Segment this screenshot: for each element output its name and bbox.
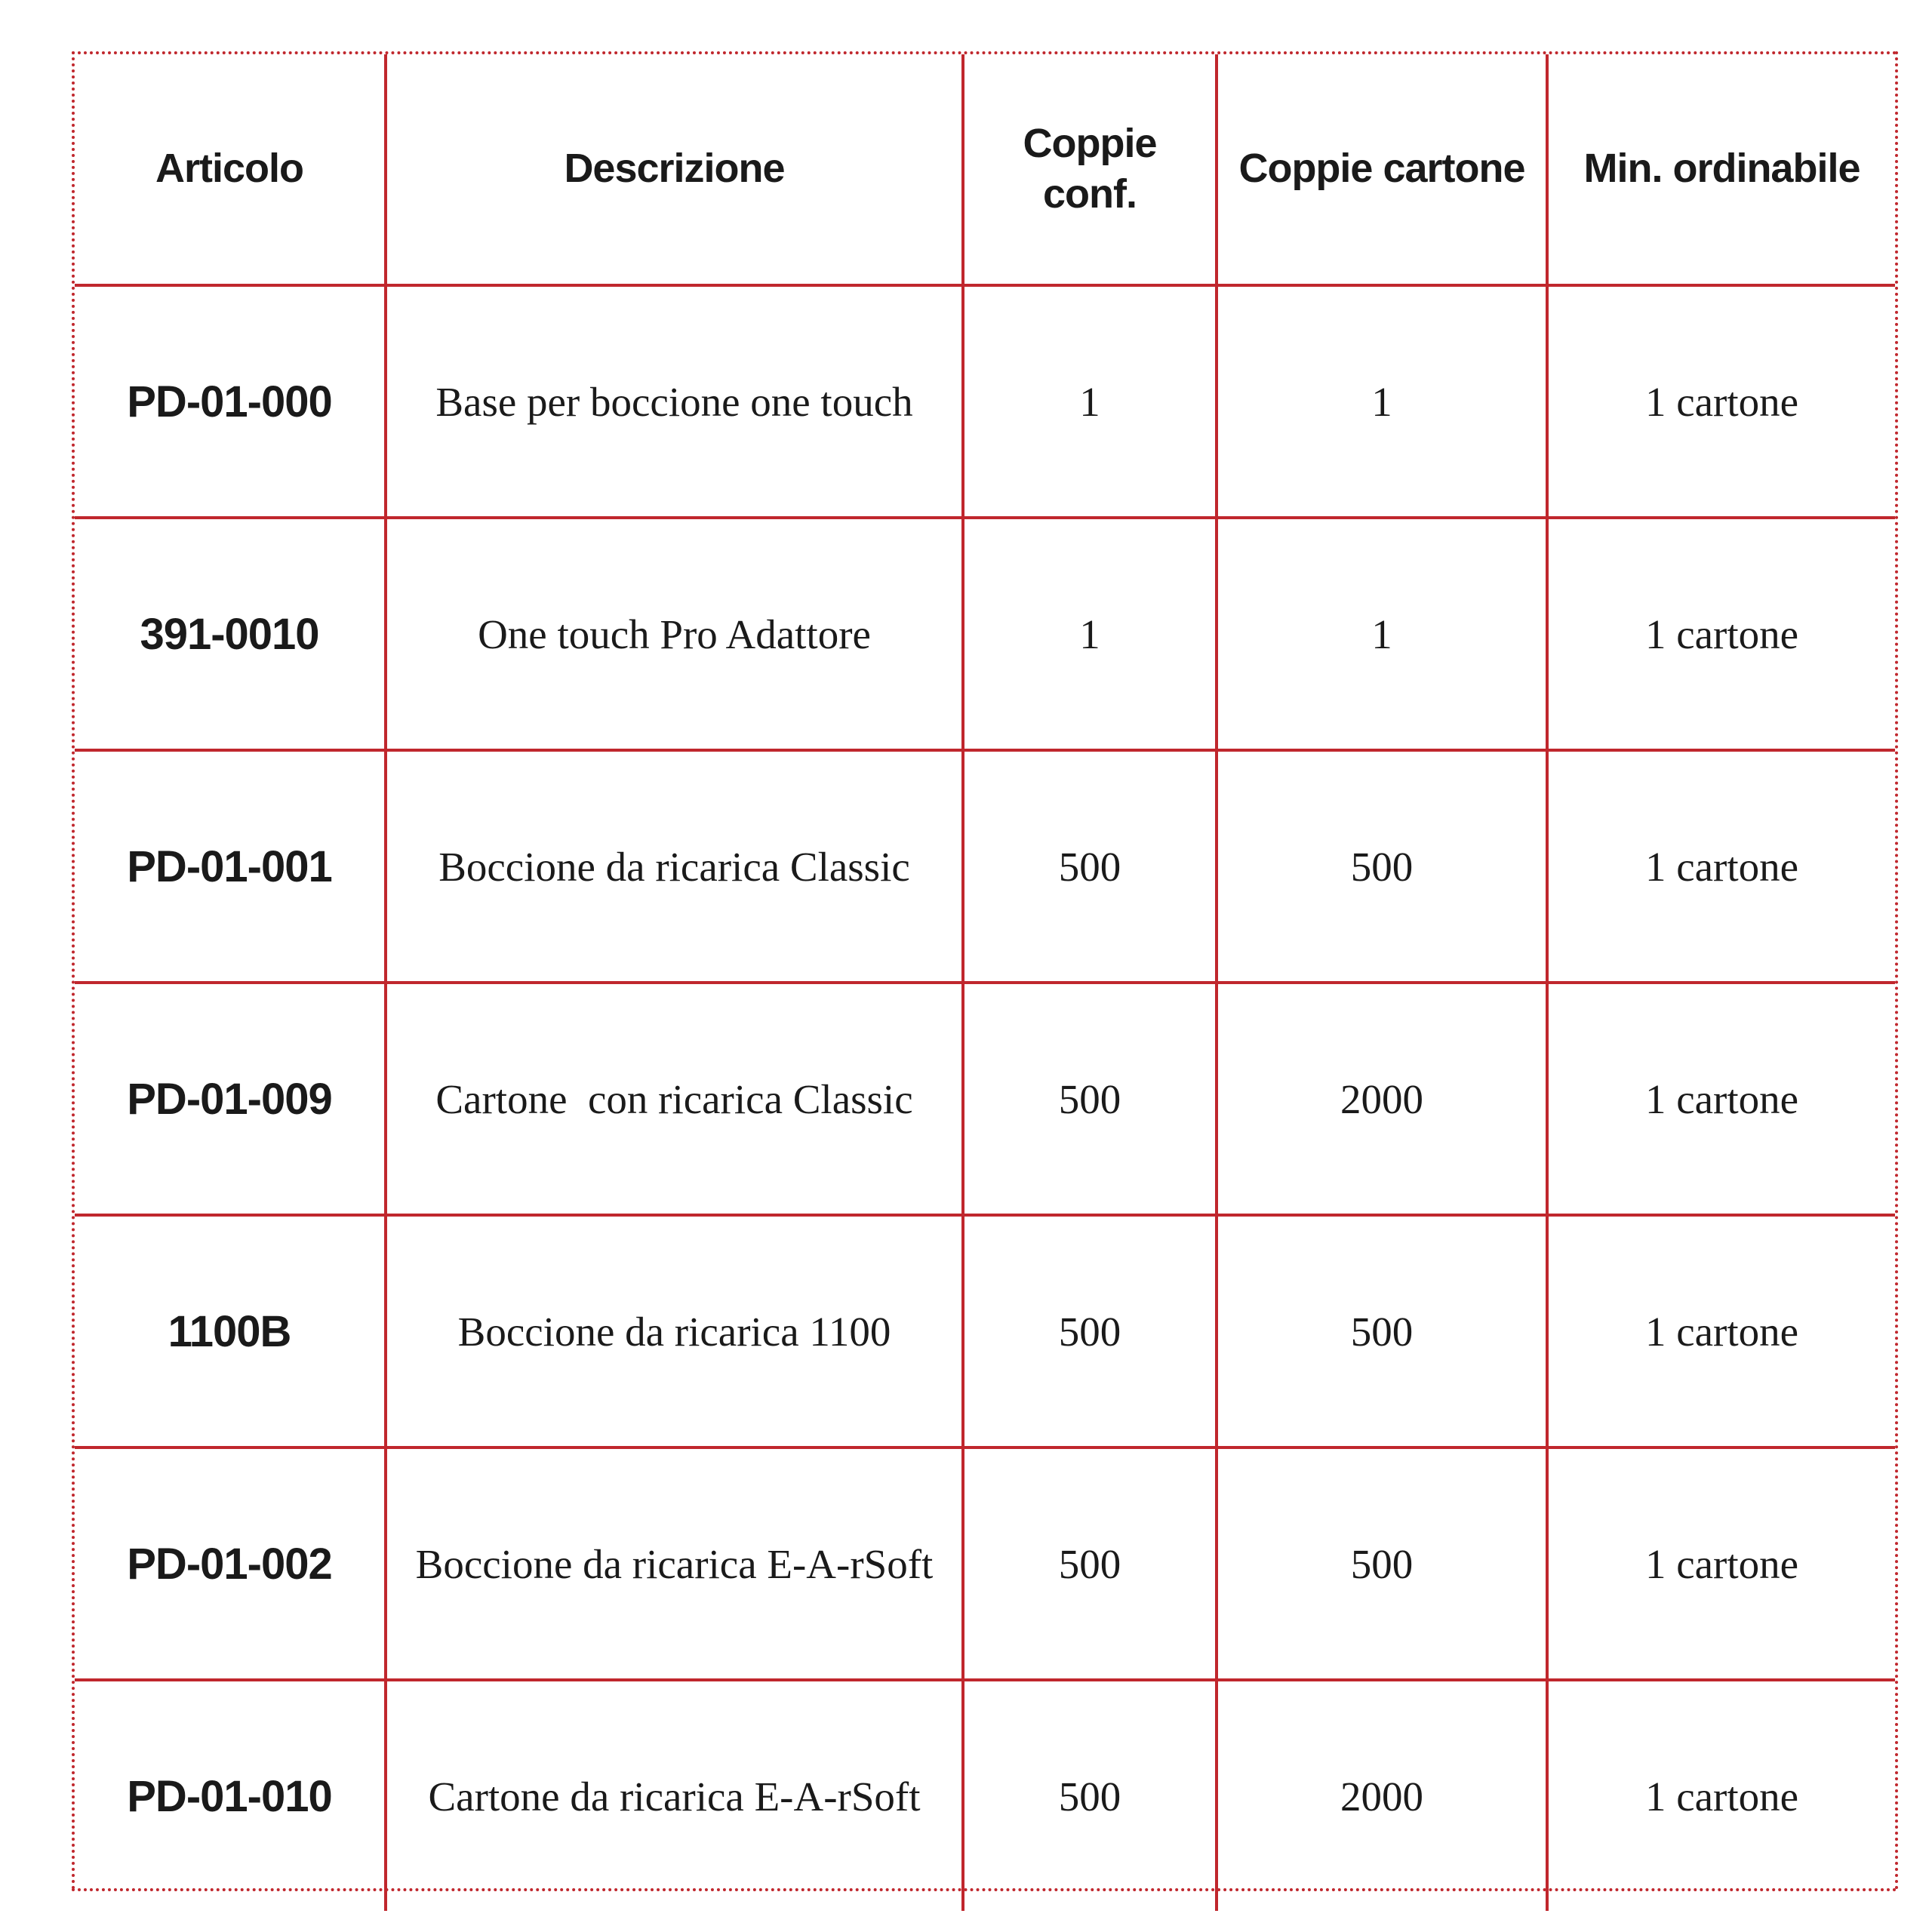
header-coppie-conf-line1: Coppie [1023,120,1157,166]
header-descrizione: Descrizione [386,54,963,285]
cell-min-ordinabile: 1 cartone [1547,983,1895,1215]
header-min-ordinabile: Min. ordinabile [1547,54,1895,285]
table-row [75,1215,1895,1447]
cell-descrizione: Base per boccione one touch [386,285,963,518]
cell-min-ordinabile: 1 cartone [1547,750,1895,983]
cell-coppie-conf: 1 [963,285,1217,518]
cell-coppie-cartone: 500 [1217,1215,1547,1447]
cell-descrizione: Boccione da ricarica 1100 [386,1215,963,1447]
product-table-container [72,51,1898,1891]
cell-descrizione: One touch Pro Adattore [386,518,963,750]
table-row [75,1447,1895,1680]
cell-min-ordinabile: 1 cartone [1547,518,1895,750]
cell-min-ordinabile: 1 cartone [1547,1215,1895,1447]
cell-coppie-conf: 500 [963,750,1217,983]
table-row [75,285,1895,518]
table-row [75,1680,1895,1911]
cell-min-ordinabile: 1 cartone [1644,1773,1799,1820]
cell-articolo: PD-01-000 [75,285,386,518]
table-row [75,750,1895,983]
cell-coppie-conf: 500 [963,983,1217,1215]
header-coppie-conf-line2: conf. [1043,171,1137,217]
cell-articolo: 391-0010 [75,518,386,750]
cell-articolo: PD-01-010 [75,1680,386,1911]
cell-min-ordinabile: 1 cartone [1547,1447,1895,1680]
product-table [75,54,1895,1911]
header-coppie-cartone: Coppie cartone [1217,54,1547,285]
cell-descrizione: Cartone con ricarica Classic [386,983,963,1215]
cell-coppie-conf: 1 [963,518,1217,750]
header-articolo: Articolo [75,54,386,285]
cell-articolo: 1100B [75,1215,386,1447]
cell-coppie-conf: 500 [963,1215,1217,1447]
cell-descrizione: Cartone da ricarica E-A-rSoft [386,1680,963,1911]
cell-coppie-cartone: 2000 [1217,983,1547,1215]
cell-coppie-conf: 500 [963,1447,1217,1680]
header-coppie-conf [963,54,1217,285]
cell-articolo: PD-01-009 [75,983,386,1215]
cell-articolo: PD-01-002 [75,1447,386,1680]
cell-coppie-cartone: 1 [1217,518,1547,750]
cell-descrizione: Boccione da ricarica E-A-rSoft [386,1447,963,1680]
cell-coppie-cartone: 500 [1217,750,1547,983]
cell-articolo: PD-01-001 [75,750,386,983]
cell-min-ordinabile: 1 cartone [1547,285,1895,518]
table-row [75,518,1895,750]
table-header-row [75,54,1895,285]
cell-descrizione: Boccione da ricarica Classic [386,750,963,983]
cell-coppie-cartone: 1 [1217,285,1547,518]
cell-coppie-cartone: 500 [1217,1447,1547,1680]
cell-coppie-conf: 500 [963,1680,1217,1911]
cell-coppie-cartone: 2000 [1217,1680,1547,1911]
table-row [75,983,1895,1215]
